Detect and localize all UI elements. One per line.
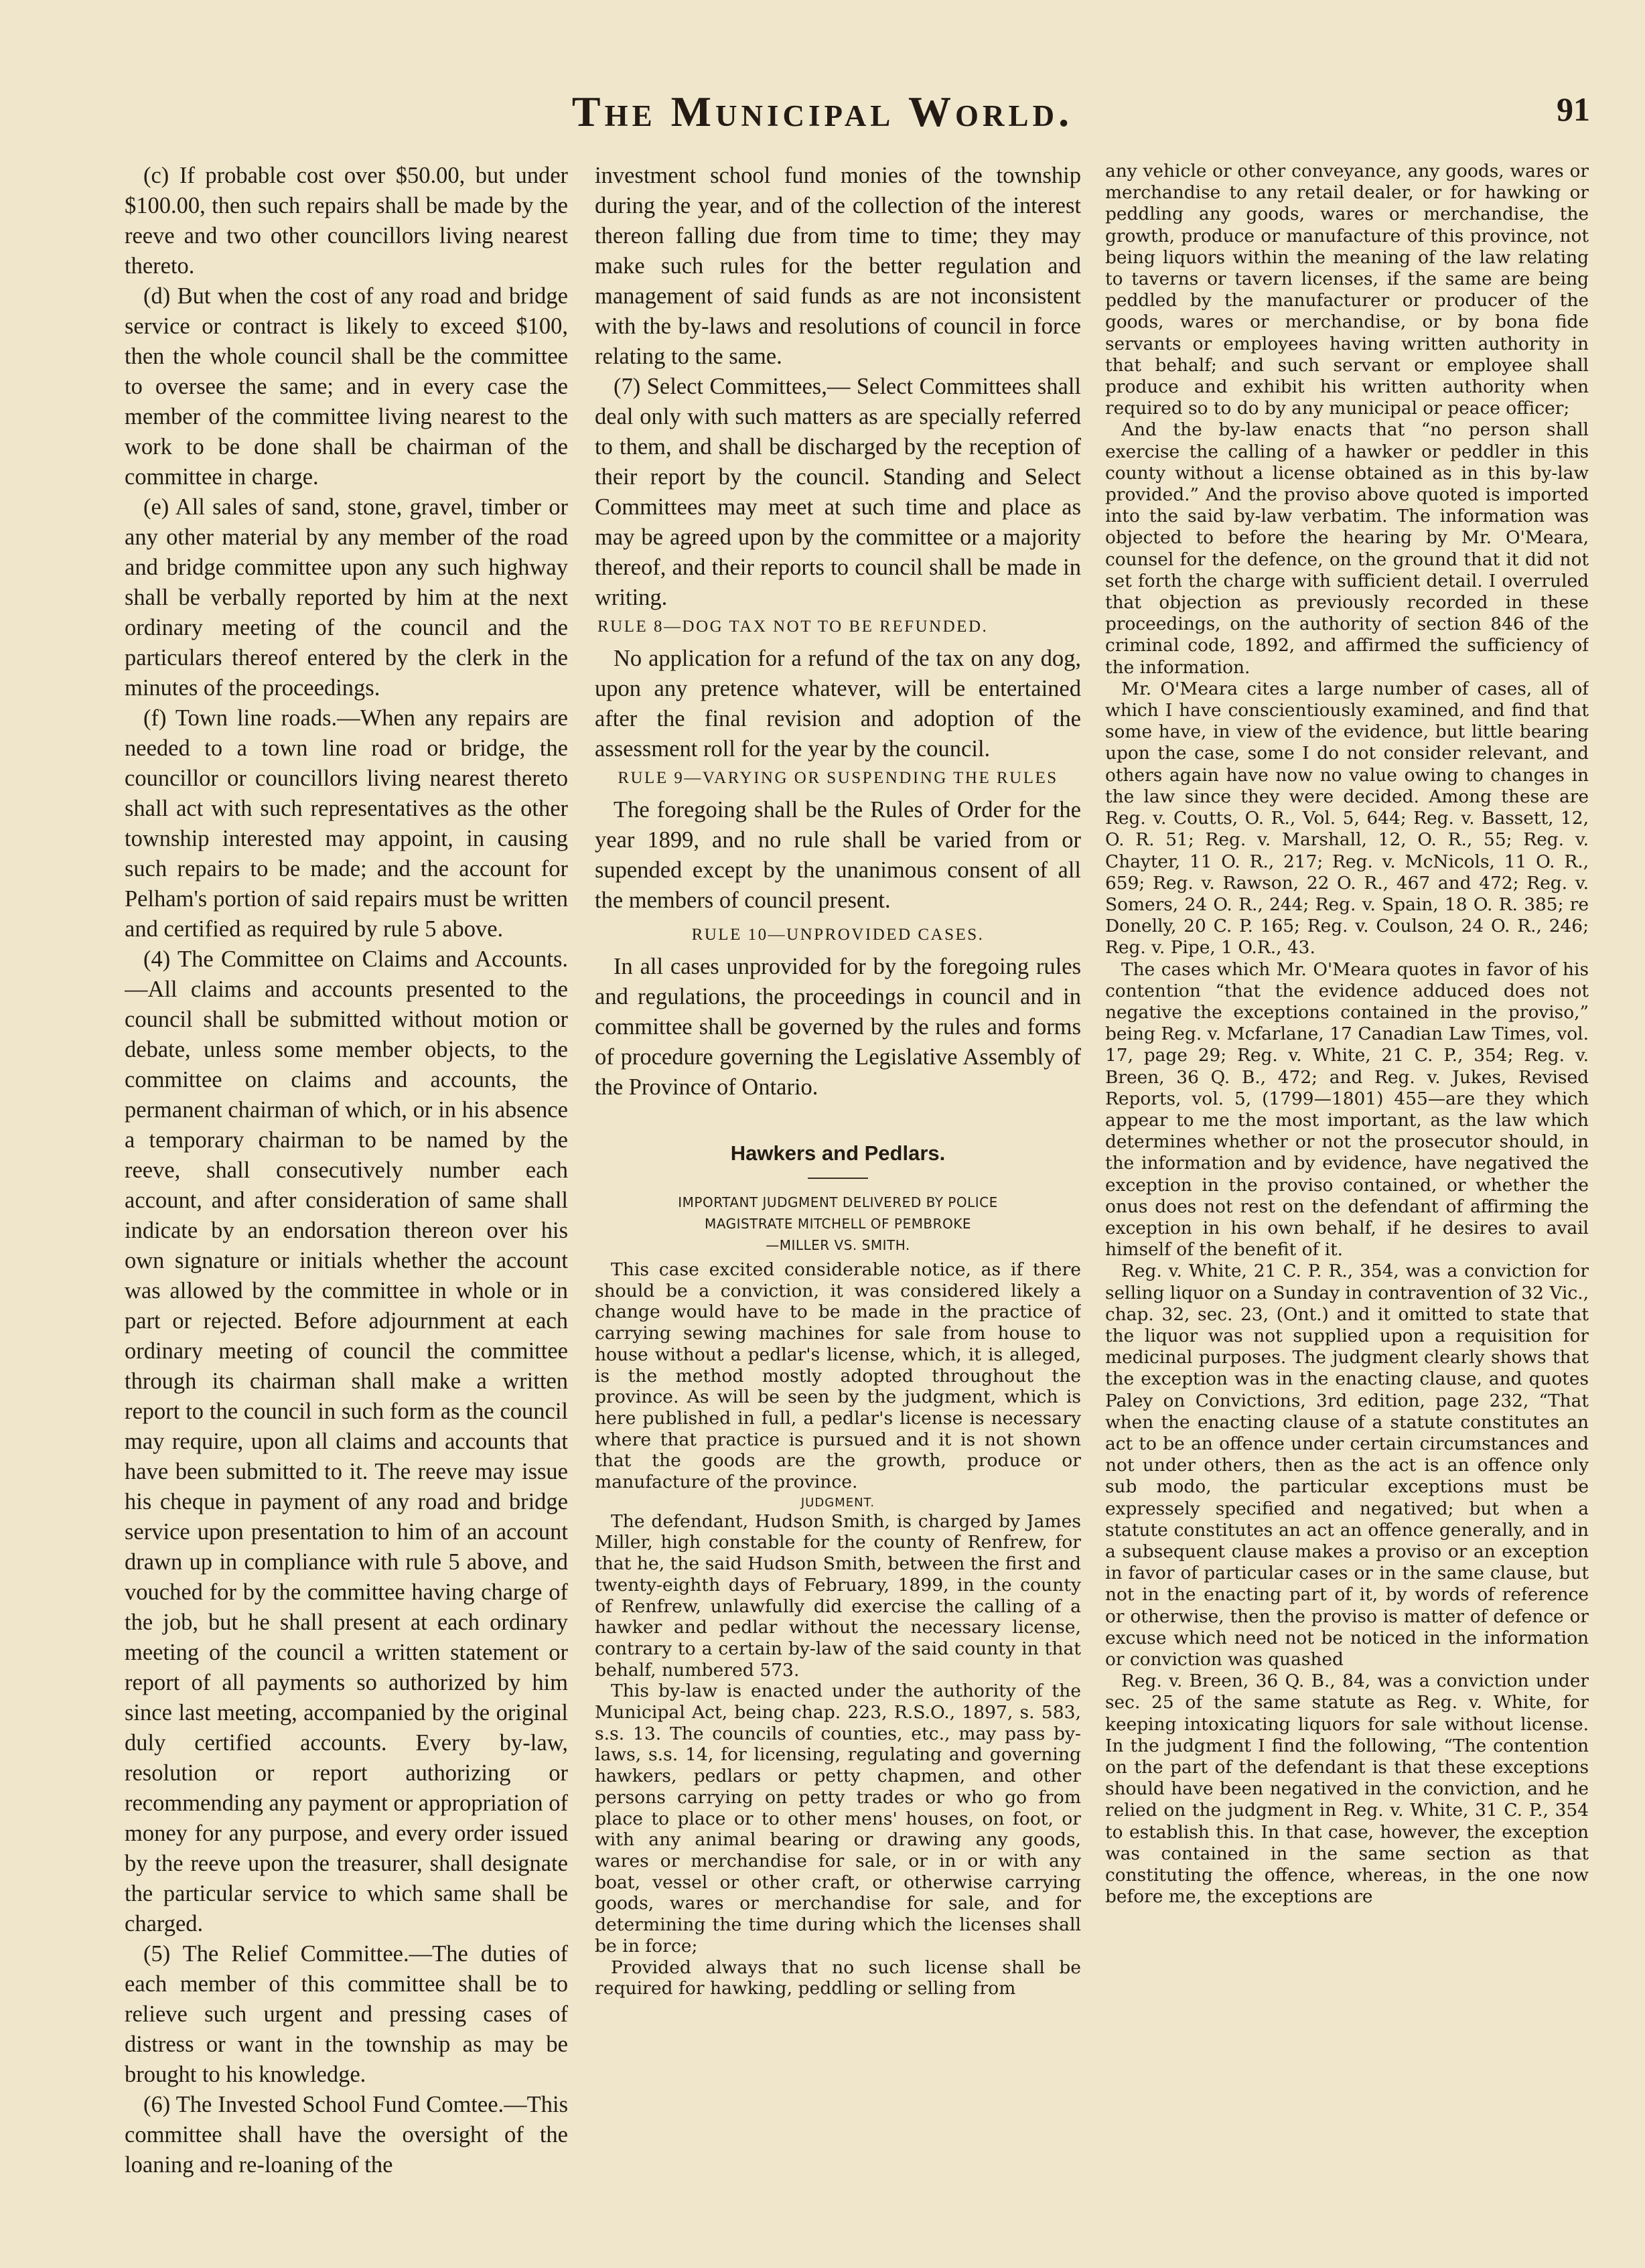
paragraph-relief-committee: (5) The Relief Committee.—The duties of each member of this committee shall be to relieve such urgent and pressing cases of distress or want in the township as may be brought to his knowledge. bbox=[125, 1941, 568, 2087]
paragraph-rule-e: (e) All sales of sand, stone, gravel, timber or any other material by any member of the road and bridge committee upon any such highway shall be verbally reported by him at the next ordinary meeting of the council and the particulars thereof entered by the clerk in the minutes of the proceedings. bbox=[125, 494, 568, 701]
judgment-continued: any vehicle or other conveyance, any goods, wares or merchandise to any retail dealer, or for hawking or peddling any goods, wares or merchandise, the growth, produce or manufacture of this province, not being liquors within the meaning of the law relating to taverns or tavern licenses, if the same are being peddled by the manufacturer or producer of the goods, wares or merchandise, or by bona fide servants or employees having written authority in that behalf; and such servant or employee shall produce and exhibit his written authority when required so to do by any municipal or peace officer; bbox=[1105, 161, 1589, 419]
paragraph-school-fund-committee: (6) The Invested School Fund Comtee.—This committee shall have the oversight of the loaning and re-loaning of the bbox=[125, 2092, 568, 2178]
rule-10-heading: RULE 10—UNPROVIDED CASES. bbox=[691, 926, 985, 944]
article-subhead-line-2: MAGISTRATE MITCHELL OF PEMBROKE bbox=[705, 1216, 971, 1232]
rule-8-heading: RULE 8—DOG TAX NOT TO BE REFUNDED. bbox=[597, 618, 989, 636]
judgment-heading: JUDGMENT. bbox=[800, 1495, 875, 1510]
column-right bbox=[1105, 161, 1589, 2224]
page-title: The Municipal World. bbox=[571, 88, 1074, 135]
paragraph-rule-10: In all cases unprovided for by the foregoing rules and regulations, the proceedings in council and in committee shall be governed by the rules and forms of procedure governing the Legislative Assembly of the Province of Ontario. bbox=[595, 954, 1081, 1100]
paragraph-school-fund-continued: investment school fund monies of the township during the year, and of the collection of the interest thereon falling due from time to time; they may make such rules for the better regulation and management of said funds as are not inconsistent with the by-laws and resolutions of council in force relating to the same. bbox=[595, 163, 1081, 369]
column-middle bbox=[595, 161, 1081, 2217]
paragraph-rule-f: (f) Town line roads.—When any repairs are needed to a town line road or bridge, the councillor or councillors living nearest thereto shall act with such representatives as the other township interested may appoint, in causing such repairs to be made; and the account for Pelham's portion of said repairs must be written and certified as required by rule 5 above. bbox=[125, 705, 568, 942]
paragraph-claims-committee: (4) The Committee on Claims and Accounts.—All claims and accounts presented to the council shall be submitted without motion or debate, unless some member objects, to the committee on claims and accounts, the permanent chairman of which, or in his absence a temporary chairman to be named by the reeve, shall consecutively number each account, and after consideration of same shall indicate by an endorsation thereon over his own signature or initials whether the account was allowed by the committee in whole or in part or rejected. Before adjournment at each ordinary meeting of council the committee through its chairman shall make a written report to the council in such form as the council may require, upon all claims and accounts that have been submitted to it. The reeve may issue his cheque in payment of any road and bridge service upon presentation to him of an account drawn up in compliance with rule 5 above, and vouched for by the committee having charge of the job, but he shall present at each ordinary meeting of the council a written statement or report of all payments so authorized by him since last meeting, accompanied by the original duly certified accounts. Every by-law, resolution or report authorizing or recommending any payment or appropriation of money for any purpose, and every order issued by the reeve upon the treasurer, shall designate the particular service to which same shall be charged. bbox=[125, 946, 568, 1936]
judgment-paragraph: Mr. O'Meara cites a large number of cases, all of which I have conscientiously examined, and find that some have, in view of the evidence, but little bearing upon the case, some I do not consider relevant, and others again have now no value owing to changes in the law since they were decided. Among these are Reg. v. Coutts, O. R., Vol. 5, 644; Reg. v. Bassett, 12, O. R. 51; Reg. v. Marshall, 12, O. R., 55; Reg. v. Chayter, 11 O. R., 217; Reg. v. McNicols, 11 O. R., 659; Reg. v. Rawson, 22 O. R., 467 and 472; Reg. v. Somers, 24 O. R., 244; Reg. v. Spain, 18 O. R. 385; re Donelly, 20 C. P. 165; Reg. v. Coulson, 24 O. R., 246; Reg. v. Pipe, 1 O.R., 43. bbox=[1105, 678, 1589, 959]
article-title: Hawkers and Pedlars. bbox=[730, 1141, 946, 1165]
judgment-paragraph: Reg. v. Breen, 36 Q. B., 84, was a conviction under sec. 25 of the same statute as Reg. v. White, for keeping intoxicating liquors for sale without license. In the judgment I find the following, “The contention on the part of the defendant is that these exceptions should have been negatived in the conviction, and he relied on the judgment in Reg. v. White, 31 C. P., 354 to establish this. In that case, however, the exception was contained in the same section as that constituting the offence, whereas, in the one now before me, the exceptions are bbox=[1105, 1671, 1589, 1908]
paragraph-select-committees: (7) Select Committees,— Select Committees shall deal only with such matters as are specially referred to them, and shall be discharged by the reception of their report by the council. Standing and Select Committees may meet at such time and place as may be agreed upon by the committee or a majority thereof, and their reports to council shall be made in writing. bbox=[595, 374, 1081, 610]
judgment-paragraph: This by-law is enacted under the authority of the Municipal Act, being chap. 223, R.S.O., 1897, s. 583, s.s. 13. The councils of counties, etc., may pass by-laws, s.s. 14, for licensing, regulating and governing hawkers, pedlars or petty chapmen, and other persons carrying on petty trades or who go from place to place or to other mens' houses, on foot, or with any animal bearing or drawing any goods, wares or merchandise for sale, or in or with any boat, vessel or other craft, or otherwise carrying goods, wares or merchandise for sale, and for determining the time during which the licenses shall be in force; bbox=[595, 1681, 1081, 1957]
judgment-paragraph: And the by-law enacts that “no person shall exercise the calling of a hawker or peddler in this county without a license obtained as in this by-law provided.” And the proviso above quoted is imported into the said by-law verbatim. The information was objected to before the hearing by Mr. O'Meara, counsel for the defence, on the ground that it did not set forth the charge with sufficient detail. I overruled that objection as previously recorded in these proceedings, on the authority of section 846 of the criminal code, 1892, and affirmed the sufficiency of the information. bbox=[1105, 419, 1589, 678]
judgment-paragraph: Reg. v. White, 21 C. P. R., 354, was a conviction for selling liquor on a Sunday in contravention of 32 Vic., chap. 32, sec. 23, (Ont.) and it omitted to state that the liquor was not supplied upon a requisition for medicinal purposes. The judgment clearly shows that the exception was in the enacting clause, and quotes Paley on Convictions, 3rd edition, page 232, “That when the enacting clause of a statute constitutes an act to be an offence under certain circumstances and not under others, then as the act is an offence only sub modo, the particular exceptions must be expressely specified and negatived; but when a statute constitutes an act an offence generally, and in a subsequent clause makes a proviso or an exception in favor of particular cases or in the same clause, but not in the enacting part of it, by words of reference or otherwise, then the proviso is matter of defence or excuse which need not be noticed in the information or conviction was quashed bbox=[1105, 1261, 1589, 1671]
paragraph-rule-d: (d) But when the cost of any road and bridge service or contract is likely to exceed $100, then the whole council shall be the committee to oversee the same; and in every case the member of the committee living nearest to the work to be done shall be chairman of the committee in charge. bbox=[125, 283, 568, 490]
paragraph-rule-8: No application for a refund of the tax on any dog, upon any pretence whatever, will be entertained after the final revision and adoption of the assessment roll for the year by the council. bbox=[595, 646, 1081, 762]
article-intro: This case excited considerable notice, as if there should be a conviction, it was considered likely a change would have to be made in the practice of carrying sewing machines for sale from house to house without a pedlar's license, which, it is alleged, is the method mostly adopted throughout the province. As will be seen by the judgment, which is here published in full, a pedlar's license is necessary where that practice is pursued and it is not shown that the goods are the growth, produce or manufacture of the province. bbox=[595, 1259, 1081, 1493]
title-divider bbox=[808, 1178, 868, 1179]
column-left bbox=[125, 161, 568, 2217]
judgment-paragraph: The cases which Mr. O'Meara quotes in favor of his contention “that the evidence adduced does not negative the exceptions contained in the proviso,” being Reg. v. Mcfarlane, 17 Canadian Law Times, vol. 17, page 29; Reg. v. White, 21 C. P., 354; Reg. v. Breen, 36 Q. B., 472; and Reg. v. Jukes, Revised Reports, vol. 5, (1799—1801) 455—are they which appear to me the most important, as the law which determines whether or not the prosecutor should, in the information and by evidence, have negatived the exception in the proviso contained, or whether the onus does not rest on the defendant of affirming the exception in his own behalf, if he desires to avail himself of the benefit of it. bbox=[1105, 959, 1589, 1261]
article-subhead-line-1: IMPORTANT JUDGMENT DELIVERED BY POLICE bbox=[678, 1194, 998, 1210]
judgment-paragraph: The defendant, Hudson Smith, is charged by James Miller, high constable for the county of Renfrew, for that he, the said Hudson Smith, between the first and twenty-eighth days of February, 1899, in the county of Renfrew, unlawfully did exercise the calling of a hawker and pedlar without the necessary license, contrary to a certain by-law of the said county in that behalf, numbered 573. bbox=[595, 1510, 1081, 1681]
article-subhead-line-3: —MILLER VS. SMITH. bbox=[766, 1237, 910, 1253]
paragraph-rule-c: (c) If probable cost over $50.00, but under $100.00, then such repairs shall be made by the reeve and two other councillors living nearest thereto. bbox=[125, 163, 568, 279]
paragraph-rule-9: The foregoing shall be the Rules of Order for the year 1899, and no rule shall be varied from or supended except by the unanimous consent of all the members of council present. bbox=[595, 797, 1081, 913]
judgment-paragraph: Provided always that no such license shall be required for hawking, peddling or selling from bbox=[595, 1957, 1081, 1999]
page-number: 91 bbox=[1557, 90, 1590, 128]
rule-9-heading: RULE 9—VARYING OR SUSPENDING THE RULES bbox=[618, 769, 1058, 787]
